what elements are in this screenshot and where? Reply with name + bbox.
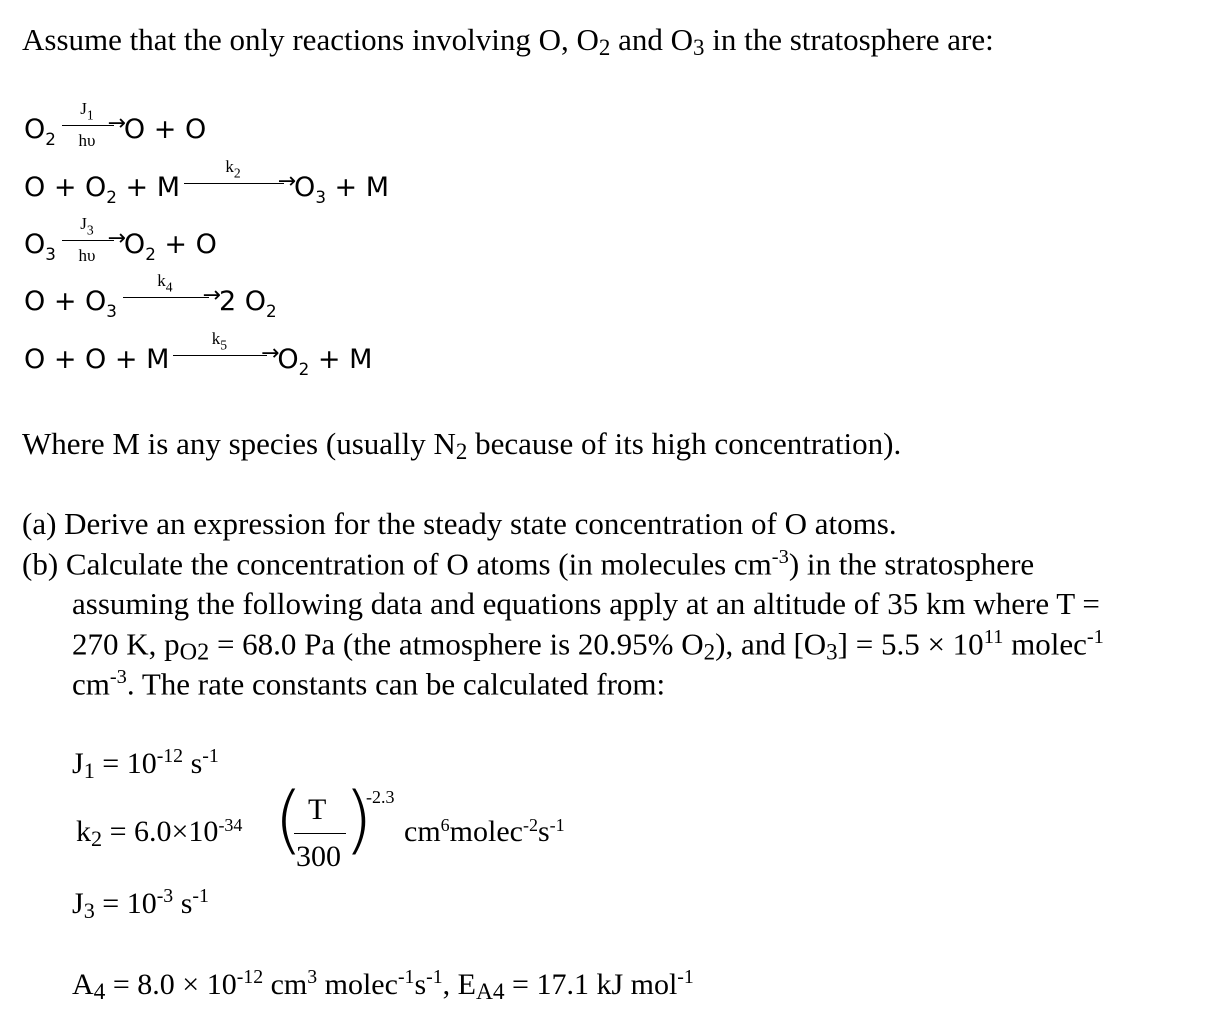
fraction-numerator: T: [308, 793, 327, 826]
question-b-line-4: $cm^{-3}$. The rate constants can be calculated from:: [72, 666, 666, 702]
question-a: (a) Derive an expression for the steady state concentration of O atoms.: [22, 506, 897, 541]
right-paren: ): [344, 777, 373, 863]
rate-j1: $J_1 = 10^{-12}$ $s^{-1}$: [72, 745, 219, 783]
fraction-bar: [294, 833, 346, 834]
reaction-arrow: → $J_3$ hυ: [62, 228, 124, 255]
question-b-line-2: assuming the following data and equations apply at an altitude of 35 km where T =: [72, 586, 1100, 621]
rate-k2-units: $cm^6molec^{-2}s^{-1}$: [404, 815, 565, 848]
rate-k2-lhs: $k_2 = 6.0\times 10^{-34}$: [76, 815, 243, 851]
where-m-note: Where M is any species (usually $N_2$ because of its high concentration).: [22, 426, 902, 465]
reaction-3: $O_3$ → $J_3$ hυ $O_2 + O$: [24, 214, 217, 265]
reaction-arrow: → $k_4$: [123, 285, 219, 312]
reaction-2: $O + O_2 + M$ → $k_2$ $O_3 + M$: [24, 157, 390, 208]
left-paren: (: [274, 777, 303, 863]
reaction-5: O + O + M → $k_5$ $O_2 + M$: [24, 329, 373, 380]
reaction-4: $O + O_3$ → $k_4$ 2 $O_2$: [24, 271, 277, 322]
intro-text: Assume that the only reactions involving O, $O_2$ and $O_3$ in the stratosphere are:: [22, 22, 994, 61]
rate-label: $k_5$: [211, 329, 228, 353]
fraction-power: -2.3: [366, 787, 395, 807]
reaction-arrow: → $J_1$ hυ: [62, 113, 124, 140]
question-b-line-3: 270 K, $p_{O2} = 68.0$ Pa (the atmosphere is 20.95% $O_2$), and $[O_3] = 5.5 \times 10^{11}$ molec$^{-1}$: [72, 626, 1104, 666]
rate-j3: $J_3 = 10^{-3}$ $s^{-1}$: [72, 885, 209, 923]
rate-label: $k_4$: [157, 271, 173, 295]
reaction-1: $O_2$ → $J_1$ hυ O + O: [24, 99, 207, 150]
rate-a4-ea4: $A_4 = 8.0 \times 10^{-12}$ $cm^3$ $molec^{-1}s^{-1}$, $E_{A4} = 17.1$ kJ mol$^{-1}$: [72, 966, 694, 1006]
fraction-denominator: 300: [296, 840, 341, 873]
rate-label: $J_1$: [80, 99, 94, 123]
rate-label: $k_2$: [225, 157, 241, 181]
question-b-line-1: (b) Calculate the concentration of O atoms (in molecules $cm^{-3}$) in the stratosphere: [22, 546, 1035, 582]
reaction-arrow: → $k_2$: [184, 171, 294, 198]
rate-label: $J_3$: [80, 214, 94, 238]
reaction-arrow: → $k_5$: [173, 343, 277, 370]
